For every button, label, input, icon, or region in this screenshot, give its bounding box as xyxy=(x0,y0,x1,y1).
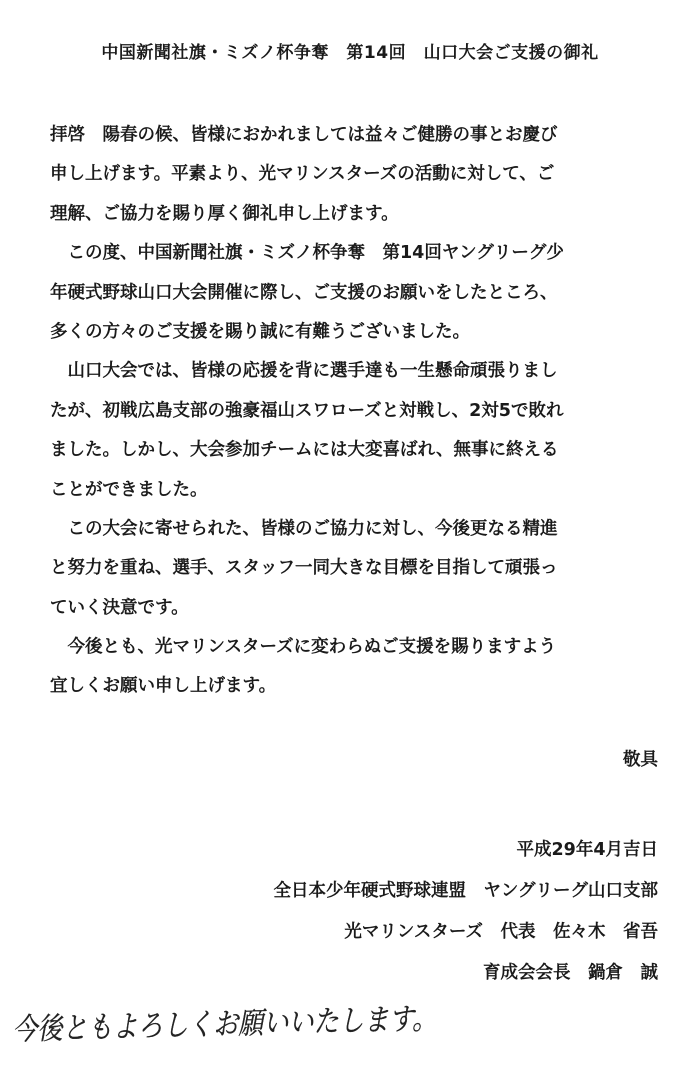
body-line: 今後とも、光マリンスターズに変わらぬご支援を賜りますよう xyxy=(50,637,557,658)
paragraph-tournament-result xyxy=(50,352,670,510)
letter-title: 中国新聞社旗・ミズノ杯争奪 第14回 山口大会ご支援の御礼 xyxy=(101,43,599,63)
paragraph-greeting xyxy=(50,116,670,234)
paragraph-future-support xyxy=(50,628,670,707)
handwritten-note xyxy=(8,990,521,1050)
signature-block xyxy=(274,830,658,994)
body-line: 多くの方々のご支援を賜り誠に有難うございました。 xyxy=(50,321,470,342)
body-line: と努力を重ね、選手、スタッフ一同大きな目標を目指して頑張っ xyxy=(50,558,558,579)
handwritten-note-text: 今後ともよろしくお願いいたします。 xyxy=(11,999,521,1048)
body-line: ていく決意です。 xyxy=(50,597,189,618)
body-line: ことができました。 xyxy=(50,479,208,500)
body-line: 申し上げます。平素より、光マリンスターズの活動に対して、ご xyxy=(50,164,555,185)
body-line: ました。しかし、大会参加チームには大変喜ばれ、無事に終える xyxy=(50,440,559,461)
body-line: 理解、ご協力を賜り厚く御礼申し上げます。 xyxy=(50,203,399,224)
body-line: 山口大会では、皆様の応援を背に選手達も一生懸命頑張りまし xyxy=(50,361,558,382)
body-line: たが、初戦広島支部の強豪福山スワローズと対戦し、2対5で敗れ xyxy=(50,400,564,421)
paragraph-support-request xyxy=(50,234,670,352)
body-line: 宜しくお願い申し上げます。 xyxy=(50,676,277,697)
body-line: 拝啓 陽春の候、皆様におかれましては益々ご健勝の事とお慶び xyxy=(50,125,558,145)
closing-phrase: 敬具 xyxy=(623,750,658,770)
chairman-name: 育成会会長 鍋倉 誠 xyxy=(483,963,658,983)
body-line: この大会に寄せられた、皆様のご協力に対し、今後更なる精進 xyxy=(50,518,558,539)
paragraph-resolution xyxy=(50,510,670,628)
team-representative: 光マリンスターズ 代表 佐々木 省吾 xyxy=(344,922,658,942)
letter-date: 平成29年4月吉日 xyxy=(516,840,658,860)
organization-name: 全日本少年硬式野球連盟 ヤングリーグ山口支部 xyxy=(273,881,658,901)
body-line: この度、中国新聞社旗・ミズノ杯争奪 第14回ヤングリーグ少 xyxy=(50,243,564,264)
letter-body xyxy=(50,116,670,707)
body-line: 年硬式野球山口大会開催に際し、ご支援のお願いをしたところ、 xyxy=(50,282,558,303)
